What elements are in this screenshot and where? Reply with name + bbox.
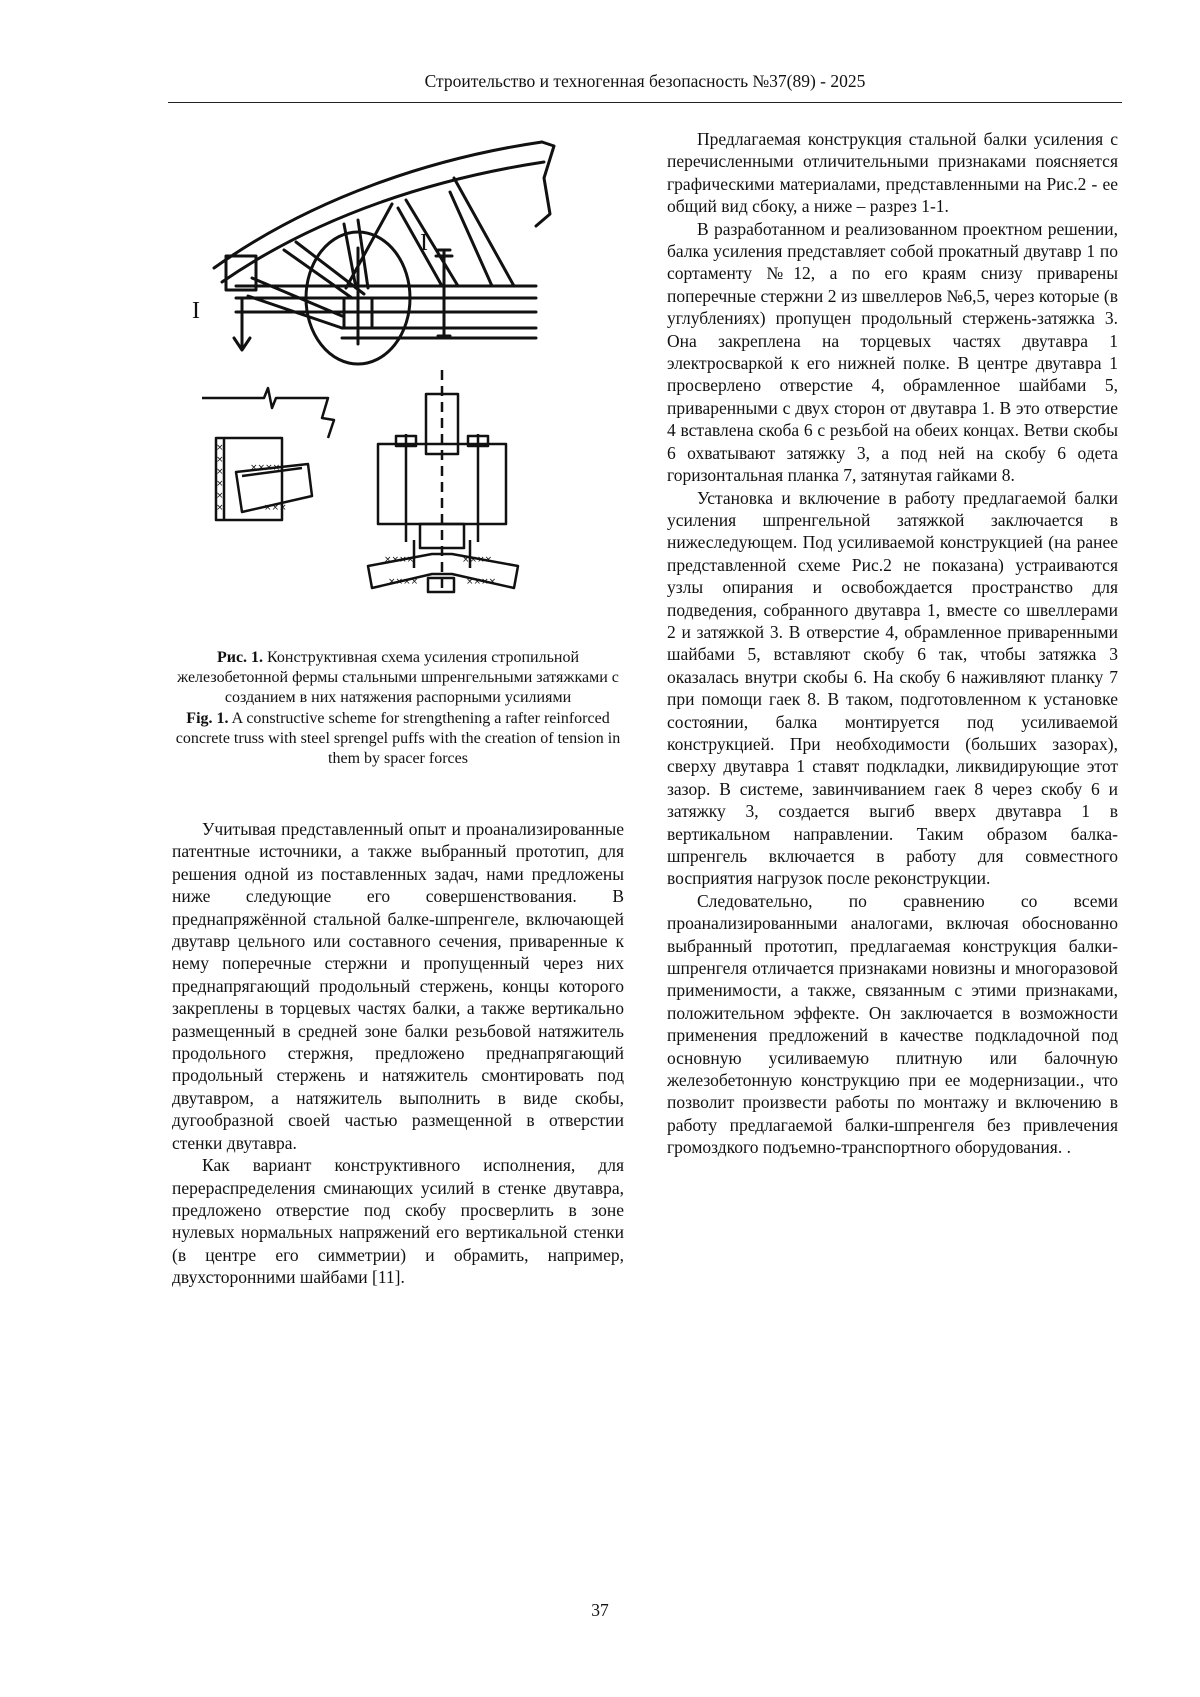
section-mark-left: I	[192, 298, 200, 324]
svg-text:××××: ××××	[250, 463, 281, 473]
load-arrow	[234, 298, 250, 350]
svg-text:××××: ××××	[384, 555, 415, 565]
svg-text:×: ×	[216, 467, 224, 477]
caption-ru-label: Рис. 1.	[216, 649, 264, 666]
node-detail-frame	[202, 388, 334, 438]
paragraph: Учитывая представленный опыт и проанализированные патентные источники, а также выбранный прототип, для решения одной из поставленных задач, нами предложены ниже следующие его совершенствования. В преднапряжённой стальной балке-шпренгеле, включающей двутавр цельного или составного сечения, приваренные к нему поперечные стержни и пропущенный через них преднапрягающий продольный стержень, концы которого закреплены в торцевых частях балки, а также вертикально размещенный в средней зоне балки резьбовой натяжитель продольного стержня, предложено преднапрягающий продольный стержень и натяжитель смонтировать под двутавром, а натяжитель выполнить в виде скобы, дугообразной своей частью размещенной в отверстии стенки двутавра.	[172, 819, 624, 1153]
paragraph: Следовательно, по сравнению со всеми проанализированными аналогами, включая обоснованно выбранный прототип, предлагаемая конструкция балки-шпренгеля отличается признаками новизны и многоразовой применимости, а также, связанным с этими признаками, положительном эффекте. Он заключается в возможности применения предложений в качестве подкладочной под основную усиливаемую плитную или балочную железобетонную конструкцию при ее модернизации., что позволит произвести работы по монтажу и включению в работу предлагаемой балки-шпренгеля без привлечения громоздкого подъемно-транспортного оборудования. .	[667, 890, 1118, 1158]
caption-ru-text: Конструктивная схема усиления стропильной железобетонной фермы стальными шпренгельными затяжками с созданием в них натяжения распорными усилиями	[177, 649, 619, 707]
left-column	[172, 818, 624, 1289]
journal-header: Строительство и техногенная безопасность №37(89) - 2025	[424, 71, 866, 91]
figure-1-drawing	[192, 138, 612, 650]
svg-text:×: ×	[216, 455, 224, 465]
section-mark-right: I	[420, 230, 428, 256]
paragraph: Предлагаемая конструкция стальной балки усиления с перечисленными отличительными признаками поясняется графическими материалами, представленными на Рис.2 - ее общий вид сбоку, а ниже – разрез 1-1.	[667, 129, 1118, 217]
svg-text:×××: ×××	[264, 503, 287, 513]
svg-text:××××: ××××	[466, 577, 497, 587]
figure-1-caption	[172, 648, 624, 769]
paragraph: В разработанном и реализованном проектном решении, балка усиления представляет собой прокатный двутавр 1 по сортаменту №12, а по его краям снизу приварены поперечные стержни 2 из швеллеров №6,5, через которые (в углублениях) пропущен продольный стержень-затяжка 3. Она закреплена на торцевых частях двутавра 1 электросваркой к его нижней полке. В центре двутавра 1 просверлено отверстие 4, обрамленное шайбами 5, приваренными с двух сторон от двутавра 1. В это отверстие 4 вставлена скоба 6 с резьбой на обеих концах. Ветви скобы 6 охватывают затяжку 3, а под ней на скобу 6 одета горизонтальная планка 7, затянутая гайками 8.	[667, 218, 1118, 486]
page-number: 37	[591, 1600, 609, 1620]
paragraph: Установка и включение в работу предлагаемой балки усиления шпренгельной затяжкой заключается в нижеследующем. Под усиливаемой конструкцией (на ранее представленной схеме Рис.2 не показана) устраиваются узлы опирания и освобождается пространство для подведения, собранного двутавра 1, вместе со швеллерами 2 и затяжкой 3. В отверстие 4, обрамленное приваренными шайбами 5, вставляют скобу 6 так, чтобы затяжка 3 оказалась внутри скобы 6. На скобу 6 наживляют планку 7 при помощи гаек 8. В таком, подготовленном к установке состоянии, балка монтируется под усиливаемой конструкцией. При необходимости (больших зазорах), сверху двутавра 1 ставят подкладки, ликвидирующие этот зазор. В системе, завинчиванием гаек 8 через скобу 6 и затяжку 3, создается выгиб вверх двутавра 1 в вертикальном направлении. Таким образом балка-шпренгель включается в работу для совместного восприятия нагрузок после реконструкции.	[667, 487, 1118, 889]
paragraph: Как вариант конструктивного исполнения, для перераспределения сминающих усилий в стенке двутавра, предложено отверстие под скобу просверлить в зоне нулевых нормальных напряжений его вертикальной стенки (в центре его симметрии) и обрамить, например, двухсторонними шайбами [11].	[172, 1155, 624, 1288]
svg-text:××××: ××××	[462, 555, 493, 565]
caption-en-text: A constructive scheme for strengthening a rafter reinforced concrete truss with steel sprengel puffs with the creation of tension in them by spacer forces	[175, 709, 621, 768]
svg-text:×: ×	[216, 479, 224, 489]
svg-text:×: ×	[216, 491, 224, 501]
right-column	[667, 128, 1118, 1159]
caption-en-label: Fig. 1.	[186, 709, 229, 727]
caption-en	[172, 709, 624, 770]
svg-text:×: ×	[216, 443, 224, 453]
svg-text:××××: ××××	[388, 577, 419, 587]
caption-ru	[172, 648, 624, 709]
dimension-line	[438, 250, 450, 336]
header-rule	[168, 102, 1122, 103]
svg-text:×: ×	[216, 503, 224, 513]
